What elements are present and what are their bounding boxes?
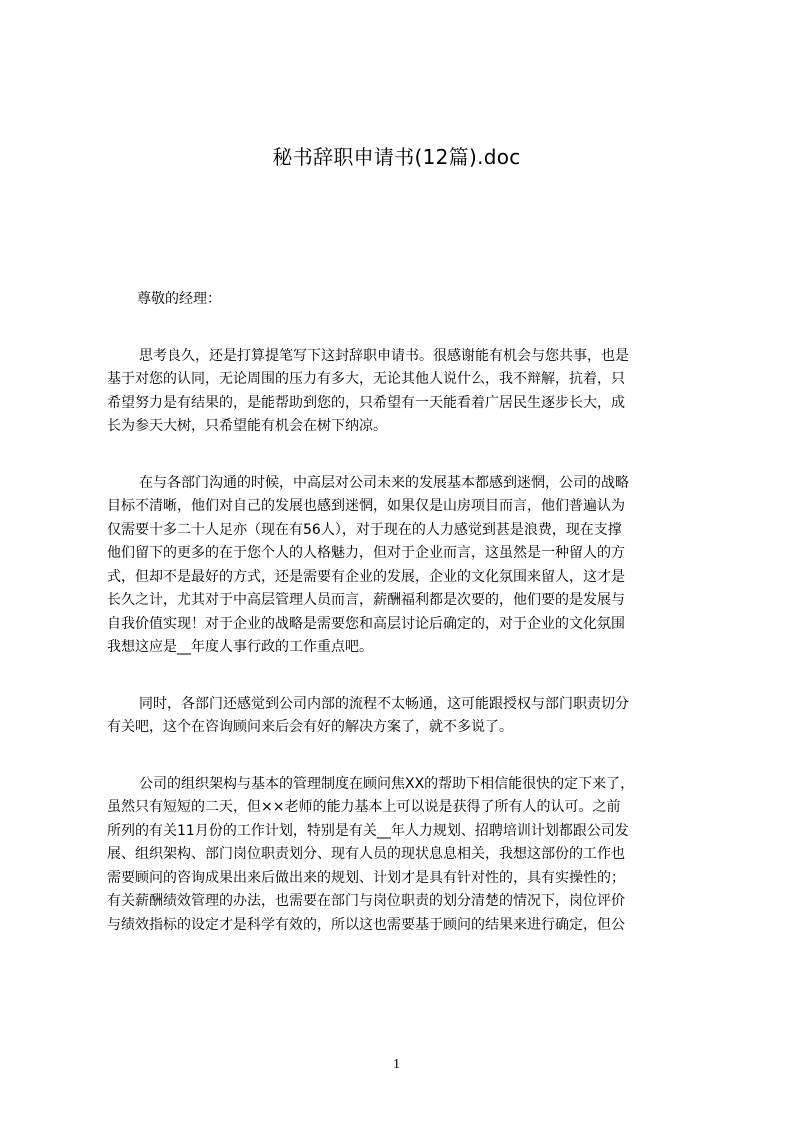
- paragraph-line: 在与各部门沟通的时候，中高层对公司未来的发展基本都感到迷惘，公司的战略: [139, 474, 629, 491]
- paragraph-line: 与绩效指标的设定才是科学有效的，所以这也需要基于顾问的结果来进行确定，但公: [107, 916, 625, 933]
- paragraph-line: 长为参天大树，只希望能有机会在树下纳凉。: [107, 418, 387, 434]
- paragraph-line: 希望努力是有结果的，是能帮助到您的，只希望有一天能看着广居民生逐步长大，成: [107, 394, 625, 411]
- paragraph-1: [107, 345, 699, 439]
- paragraph-line: 需要顾问的咨询成果出来后做出来的规划、计划才是具有针对性的，具有实操性的；: [107, 869, 625, 886]
- paragraph-line: 目标不清晰，他们对自己的发展也感到迷惘，如果仅是山房项目而言，他们普遍认为: [107, 498, 625, 514]
- paragraph-line: 同时，各部门还感觉到公司内部的流程不太畅通，这可能跟授权与部门职责切分: [139, 695, 629, 712]
- paragraph-line: 有关薪酬绩效管理的办法，也需要在部门与岗位职责的划分清楚的情况下，岗位评价: [107, 893, 625, 909]
- document-body: [107, 288, 699, 970]
- paragraph-line: 所列的有关11月份的工作计划，特别是有关__年人力规划、招聘培训计划都跟公司发: [107, 822, 629, 839]
- paragraph-3: [107, 693, 699, 740]
- paragraph-line: 自我价值实现！对于企业的战略是需要您和高层讨论后确定的，对于企业的文化氛围: [107, 615, 625, 632]
- paragraph-line: 我想这应是__年度人事行政的工作重点吧。: [107, 639, 373, 655]
- page-number: 1: [393, 1057, 400, 1072]
- paragraph-line: 仅需要十多二十人足亦（现在有56人），对于现在的人力感觉到甚是浪费，现在支撑: [107, 521, 622, 538]
- paragraph-line: 有关吧，这个在咨询顾问来后会有好的解决方案了，就不多说了。: [107, 719, 513, 735]
- paragraph-2: [107, 472, 699, 660]
- paragraph-line: 展、组织架构、部门岗位职责划分、现有人员的现状息息相关，我想这部份的工作也: [107, 846, 625, 862]
- paragraph-line: 基于对您的认同，无论周围的压力有多大，无论其他人说什么，我不辩解，抗着，只: [107, 371, 625, 387]
- paragraph-line: 式，但却不是最好的方式，还是需要有企业的发展，企业的文化氛围来留人，这才是: [107, 568, 625, 585]
- salutation: 尊敬的经理：: [137, 291, 221, 307]
- paragraph-line: 思考良久，还是打算提笔写下这封辞职申请书。很感谢能有机会与您共事，也是: [139, 347, 629, 364]
- paragraph-line: 他们留下的更多的在于您个人的人格魅力，但对于企业而言，这虽然是一种留人的方: [107, 545, 625, 561]
- paragraph-4: [107, 773, 699, 938]
- document-title: 秘书辞职申请书(12篇).doc: [272, 145, 521, 169]
- paragraph-line: 虽然只有短短的二天，但××老师的能力基本上可以说是获得了所有人的认可。之前: [107, 799, 621, 815]
- paragraph-line: 长久之计，尤其对于中高层管理人员而言，薪酬福利都是次要的，他们要的是发展与: [107, 592, 625, 608]
- paragraph-line: 公司的组织架构与基本的管理制度在顾问焦XX的帮助下相信能很快的定下来了，: [139, 775, 635, 792]
